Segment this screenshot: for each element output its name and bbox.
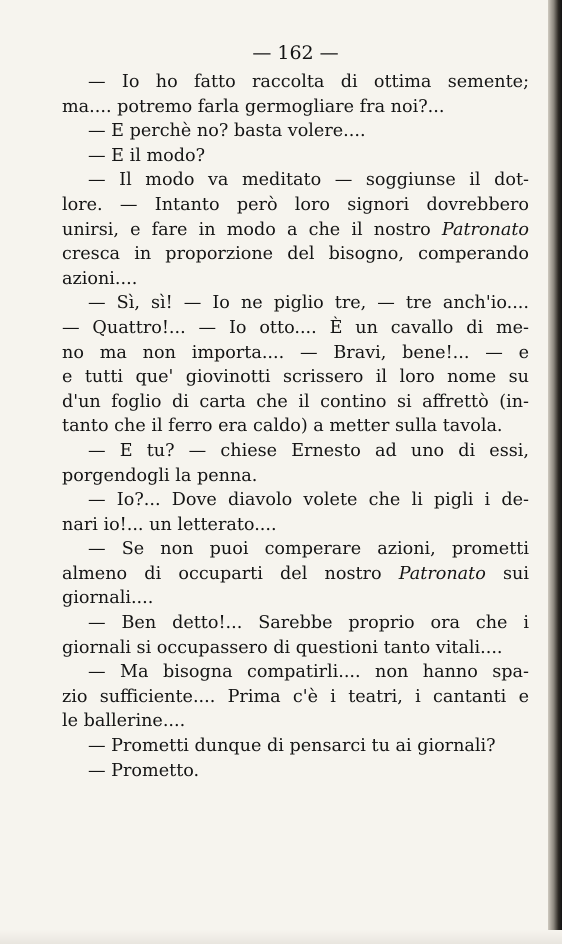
text-line-content: ma.... potremo farla germogliare fra noi?...	[62, 96, 445, 117]
text-line	[62, 734, 529, 759]
page-binding-edge	[548, 0, 562, 944]
text-line-content: porgendogli la penna.	[62, 465, 258, 486]
page-number: — 162 —	[252, 42, 339, 64]
text-line-content: giornali si occupassero di questioni tanto vitali....	[62, 637, 503, 658]
text-line-content: — Prometto.	[88, 760, 200, 781]
text-lines	[62, 70, 529, 783]
text-line	[62, 685, 529, 710]
text-line-content: — E perchè no? basta volere....	[88, 121, 366, 142]
text-line	[62, 414, 529, 439]
text-line	[62, 144, 529, 169]
text-line	[62, 365, 529, 390]
page-text-block	[62, 36, 529, 783]
text-line-content: — Io ho fatto raccolta di ottima semente;	[88, 72, 529, 92]
text-line-content: lore. — Intanto però loro signori dovrebbero	[62, 194, 529, 215]
text-line	[62, 709, 529, 734]
text-line-content: e tutti que' giovinotti scrissero il loro nome su	[62, 367, 529, 388]
text-line-content: giornali....	[62, 588, 154, 609]
text-line-content: almeno di occuparti del nostro	[62, 563, 399, 584]
text-line	[62, 168, 529, 193]
text-line-content-after: sui	[485, 563, 529, 584]
text-line-content: no ma non importa.... — Bravi, bene!... — e	[62, 342, 529, 363]
italic-word: Patronato	[441, 219, 529, 240]
text-line-content: tanto che il ferro era caldo) a metter sulla tavola.	[62, 416, 503, 437]
text-line	[62, 341, 529, 366]
text-line	[62, 316, 529, 341]
text-line	[62, 218, 529, 243]
text-line	[62, 242, 529, 267]
text-line-content: cresca in proporzione del bisogno, comperando	[62, 244, 529, 265]
text-line	[62, 636, 529, 661]
text-line	[62, 193, 529, 218]
text-line-content: nari io!... un letterato....	[62, 514, 277, 535]
text-line-content: zio sufficiente.... Prima c'è i teatri, i cantanti e	[62, 686, 529, 707]
text-line-content: — E tu? — chiese Ernesto ad uno di essi,	[88, 440, 529, 461]
text-line-content: — Io?... Dove diavolo volete che li pigli i de-	[88, 490, 529, 511]
text-line-content: — Prometti dunque di pensarci tu ai giornali?	[88, 736, 496, 757]
text-line	[62, 464, 529, 489]
text-line-content: d'un foglio di carta che il contino si affrettò (in-	[62, 391, 529, 412]
text-line-content: le ballerine....	[62, 711, 186, 732]
text-line-content: — Quattro!... — Io otto.... È un cavallo di me-	[62, 317, 529, 338]
text-line-content: — E il modo?	[88, 145, 206, 166]
text-line	[62, 537, 529, 562]
text-line-content: — Il modo va meditato — soggiunse il dot-	[88, 170, 529, 191]
italic-word: Patronato	[398, 563, 486, 584]
text-line	[62, 562, 529, 587]
page-bottom-edge	[0, 930, 562, 944]
text-line	[62, 439, 529, 464]
text-line-content: azioni....	[62, 268, 138, 289]
text-line	[62, 291, 529, 316]
text-line	[62, 390, 529, 415]
text-line-content: — Ma bisogna compatirli.... non hanno spa-	[88, 662, 529, 683]
text-line	[62, 70, 529, 95]
text-line	[62, 513, 529, 538]
text-line	[62, 759, 529, 784]
text-line	[62, 488, 529, 513]
text-line	[62, 586, 529, 611]
text-line	[62, 611, 529, 636]
text-line	[62, 660, 529, 685]
text-line	[62, 267, 529, 292]
text-line-content: — Sì, sì! — Io ne piglio tre, — tre anch'io....	[88, 293, 529, 314]
text-line-content: — Se non puoi comperare azioni, prometti	[88, 539, 529, 560]
text-line-content: — Ben detto!... Sarebbe proprio ora che i	[88, 613, 529, 634]
text-line	[62, 95, 529, 120]
text-line	[62, 119, 529, 144]
text-line-content: unirsi, e fare in modo a che il nostro	[62, 219, 442, 240]
